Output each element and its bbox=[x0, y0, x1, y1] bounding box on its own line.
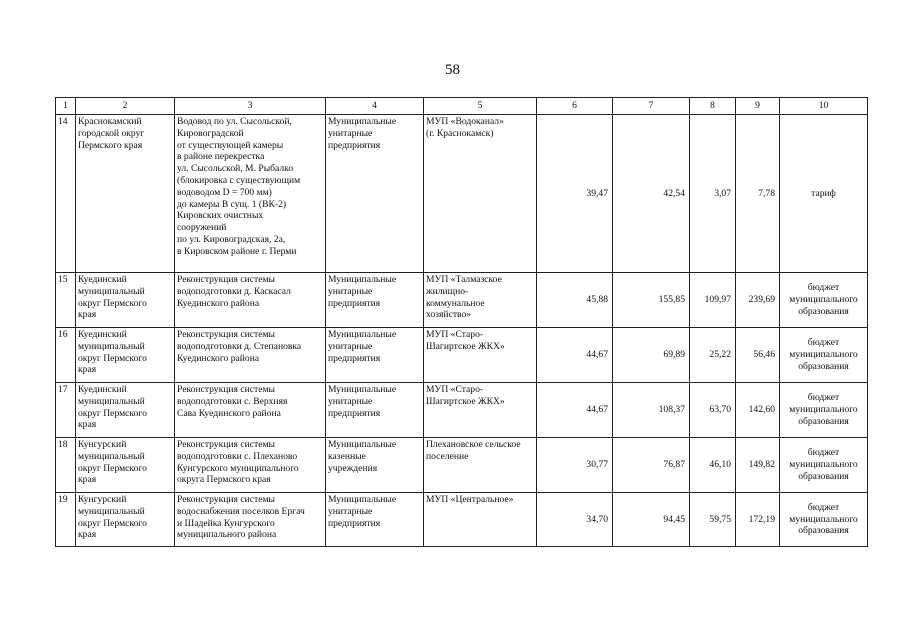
object-cell bbox=[175, 328, 326, 383]
page-number: 58 bbox=[445, 62, 460, 78]
organization-cell bbox=[424, 438, 537, 493]
org-type-cell-line: унитарные bbox=[328, 340, 373, 352]
org-type-cell-line: Муниципальные bbox=[328, 329, 397, 340]
district-cell-line: муниципальный bbox=[78, 340, 145, 352]
table-row bbox=[56, 438, 868, 493]
value-col6: 45,88 bbox=[537, 273, 613, 328]
value-col8: 109,97 bbox=[690, 273, 736, 328]
object-cell-line: Реконструкция системы bbox=[177, 274, 275, 285]
district-cell bbox=[76, 115, 175, 273]
org-type-cell bbox=[326, 493, 424, 547]
value-col9: 56,46 bbox=[736, 328, 780, 383]
column-header: 7 bbox=[613, 98, 690, 115]
district-cell-line: Кунгурский bbox=[78, 494, 127, 505]
district-cell-line: Краснокамский bbox=[78, 116, 142, 127]
funding-source-cell-line: муниципального bbox=[789, 294, 858, 306]
column-header: 6 bbox=[537, 98, 613, 115]
object-cell-line: (блокировка с существующим bbox=[177, 174, 301, 186]
object-cell-line: Кировоградской bbox=[177, 127, 244, 139]
value-col8: 63,70 bbox=[690, 383, 736, 438]
object-cell-line: ул. Сысольской, М. Рыбалко bbox=[177, 163, 294, 175]
organization-cell-line: МУП «Талмазское bbox=[426, 274, 502, 285]
org-type-cell bbox=[326, 115, 424, 273]
object-cell-line: Реконструкция системы bbox=[177, 329, 275, 340]
district-cell-line: края bbox=[78, 309, 97, 321]
investment-table bbox=[55, 97, 868, 547]
org-type-cell-line: предприятия bbox=[328, 407, 381, 419]
funding-source-cell-line: образования bbox=[798, 525, 849, 537]
header-row bbox=[56, 98, 868, 115]
object-cell-line: в районе перекрестка bbox=[177, 151, 265, 163]
district-cell-line: муниципальный bbox=[78, 395, 145, 407]
org-type-cell-line: унитарные bbox=[328, 505, 373, 517]
funding-source-cell-line: муниципального bbox=[789, 513, 858, 525]
object-cell-line: Куединского района bbox=[177, 297, 260, 309]
row-number: 18 bbox=[56, 438, 76, 493]
object-cell-line: водоподготовки с. Верхняя bbox=[177, 395, 288, 407]
organization-cell-line: МУП «Водоканал» bbox=[426, 116, 504, 127]
funding-source-cell-line: муниципального bbox=[789, 349, 858, 361]
object-cell-line: водоподготовки с. Плеханово bbox=[177, 450, 298, 462]
object-cell bbox=[175, 438, 326, 493]
table-row bbox=[56, 493, 868, 547]
organization-cell bbox=[424, 493, 537, 547]
funding-source-cell-line: бюджет bbox=[807, 501, 840, 513]
district-cell-line: муниципальный bbox=[78, 450, 145, 462]
district-cell-line: края bbox=[78, 364, 97, 376]
district-cell-line: Куединский bbox=[78, 384, 127, 395]
funding-source-cell bbox=[780, 115, 868, 273]
column-header: 9 bbox=[736, 98, 780, 115]
object-cell-line: и Шадейка Кунгурского bbox=[177, 517, 275, 529]
value-col8: 59,75 bbox=[690, 493, 736, 547]
object-cell-line: Куединского района bbox=[177, 352, 260, 364]
district-cell-line: Куединский bbox=[78, 329, 127, 340]
org-type-cell-line: предприятия bbox=[328, 517, 381, 529]
object-cell bbox=[175, 493, 326, 547]
row-number: 17 bbox=[56, 383, 76, 438]
row-number: 19 bbox=[56, 493, 76, 547]
object-cell-line: сооружений bbox=[177, 222, 227, 234]
funding-source-cell bbox=[780, 383, 868, 438]
funding-source-cell-line: бюджет bbox=[807, 337, 840, 349]
column-header: 10 bbox=[780, 98, 868, 115]
row-number: 15 bbox=[56, 273, 76, 328]
object-cell-line: в Кировском районе г. Перми bbox=[177, 245, 297, 257]
organization-cell-line: Плехановское сельское bbox=[426, 439, 521, 450]
value-col9: 239,69 bbox=[736, 273, 780, 328]
organization-cell-line: (г. Краснокамск) bbox=[426, 127, 494, 139]
org-type-cell bbox=[326, 438, 424, 493]
funding-source-cell-line: муниципального bbox=[789, 459, 858, 471]
funding-source-cell-line: тариф bbox=[811, 187, 836, 199]
value-col7: 94,45 bbox=[613, 493, 690, 547]
column-header: 4 bbox=[326, 98, 424, 115]
object-cell-line: Сава Куединского района bbox=[177, 407, 281, 419]
value-col6: 44,67 bbox=[537, 328, 613, 383]
organization-cell-line: коммунальное bbox=[426, 297, 485, 309]
row-number: 14 bbox=[56, 115, 76, 273]
organization-cell-line: МУП «Старо- bbox=[426, 329, 484, 340]
object-cell-line: Реконструкция системы bbox=[177, 439, 275, 450]
table-row bbox=[56, 383, 868, 438]
funding-source-cell-line: образования bbox=[798, 305, 849, 317]
district-cell bbox=[76, 383, 175, 438]
object-cell-line: от существующей камеры bbox=[177, 139, 284, 151]
object-cell bbox=[175, 383, 326, 438]
organization-cell-line: хозяйство» bbox=[426, 309, 472, 321]
object-cell-line: Реконструкция системы bbox=[177, 494, 275, 505]
org-type-cell bbox=[326, 383, 424, 438]
value-col6: 44,67 bbox=[537, 383, 613, 438]
org-type-cell-line: Муниципальные bbox=[328, 439, 397, 450]
org-type-cell-line: предприятия bbox=[328, 352, 381, 364]
organization-cell-line: Шагиртское ЖКХ» bbox=[426, 395, 505, 407]
org-type-cell bbox=[326, 328, 424, 383]
funding-source-cell bbox=[780, 438, 868, 493]
organization-cell bbox=[424, 383, 537, 438]
district-cell-line: округ Пермского bbox=[78, 407, 147, 419]
object-cell-line: водоснабжения поселков Ергач bbox=[177, 505, 305, 517]
value-col7: 155,85 bbox=[613, 273, 690, 328]
district-cell bbox=[76, 493, 175, 547]
org-type-cell-line: унитарные bbox=[328, 285, 373, 297]
funding-source-cell-line: муниципального bbox=[789, 404, 858, 416]
district-cell bbox=[76, 273, 175, 328]
object-cell-line: Кунгурского муниципального bbox=[177, 462, 299, 474]
column-header: 5 bbox=[424, 98, 537, 115]
object-cell-line: округа Пермского края bbox=[177, 474, 271, 486]
organization-cell-line: МУП «Центральное» bbox=[426, 494, 514, 505]
organization-cell-line: Шагиртское ЖКХ» bbox=[426, 340, 505, 352]
object-cell-line: Водовод по ул. Сысольской, bbox=[177, 116, 292, 127]
funding-source-cell-line: бюджет bbox=[807, 392, 840, 404]
value-col6: 34,70 bbox=[537, 493, 613, 547]
object-cell-line: до камеры В сущ. 1 (ВК-2) bbox=[177, 198, 287, 210]
org-type-cell-line: Муниципальные bbox=[328, 274, 397, 285]
funding-source-cell bbox=[780, 493, 868, 547]
object-cell-line: водоподготовки д. Степановка bbox=[177, 340, 302, 352]
organization-cell bbox=[424, 115, 537, 273]
district-cell-line: округ Пермского bbox=[78, 517, 147, 529]
org-type-cell-line: предприятия bbox=[328, 297, 381, 309]
district-cell bbox=[76, 438, 175, 493]
table-row bbox=[56, 328, 868, 383]
value-col9: 172,19 bbox=[736, 493, 780, 547]
object-cell-line: водоподготовки д. Каскасал bbox=[177, 285, 291, 297]
district-cell-line: края bbox=[78, 474, 97, 486]
column-header: 3 bbox=[175, 98, 326, 115]
district-cell-line: муниципальный bbox=[78, 505, 145, 517]
district-cell-line: округ Пермского bbox=[78, 462, 147, 474]
object-cell-line: муниципального района bbox=[177, 529, 277, 541]
column-header: 8 bbox=[690, 98, 736, 115]
district-cell-line: края bbox=[78, 419, 97, 431]
org-type-cell-line: казенные bbox=[328, 450, 366, 462]
org-type-cell-line: унитарные bbox=[328, 127, 373, 139]
district-cell-line: края bbox=[78, 529, 97, 541]
value-col7: 76,87 bbox=[613, 438, 690, 493]
value-col6: 39,47 bbox=[537, 115, 613, 273]
district-cell bbox=[76, 328, 175, 383]
object-cell-line: Реконструкция системы bbox=[177, 384, 275, 395]
org-type-cell-line: Муниципальные bbox=[328, 384, 397, 395]
object-cell-line: водоводом D = 700 мм) bbox=[177, 186, 272, 198]
funding-source-cell-line: образования bbox=[798, 360, 849, 372]
funding-source-cell-line: образования bbox=[798, 470, 849, 482]
district-cell-line: округ Пермского bbox=[78, 297, 147, 309]
object-cell-line: по ул. Кировоградская, 2а, bbox=[177, 233, 286, 245]
org-type-cell-line: унитарные bbox=[328, 395, 373, 407]
district-cell-line: округ Пермского bbox=[78, 352, 147, 364]
district-cell-line: городской округ bbox=[78, 127, 145, 139]
value-col8: 3,07 bbox=[690, 115, 736, 273]
org-type-cell-line: предприятия bbox=[328, 139, 381, 151]
value-col6: 30,77 bbox=[537, 438, 613, 493]
object-cell bbox=[175, 273, 326, 328]
district-cell-line: Куединский bbox=[78, 274, 127, 285]
district-cell-line: Пермского края bbox=[78, 139, 143, 151]
organization-cell-line: МУП «Старо- bbox=[426, 384, 484, 395]
org-type-cell-line: Муниципальные bbox=[328, 494, 397, 505]
funding-source-cell-line: бюджет bbox=[807, 447, 840, 459]
organization-cell-line: поселение bbox=[426, 450, 469, 462]
funding-source-cell-line: бюджет bbox=[807, 282, 840, 294]
org-type-cell-line: Муниципальные bbox=[328, 116, 397, 127]
value-col7: 42,54 bbox=[613, 115, 690, 273]
column-header: 1 bbox=[56, 98, 76, 115]
table-row bbox=[56, 273, 868, 328]
object-cell bbox=[175, 115, 326, 273]
value-col9: 149,82 bbox=[736, 438, 780, 493]
row-number: 16 bbox=[56, 328, 76, 383]
org-type-cell-line: учреждения bbox=[328, 462, 378, 474]
value-col8: 25,22 bbox=[690, 328, 736, 383]
funding-source-cell bbox=[780, 328, 868, 383]
organization-cell bbox=[424, 328, 537, 383]
org-type-cell bbox=[326, 273, 424, 328]
value-col7: 69,89 bbox=[613, 328, 690, 383]
object-cell-line: Кировских очистных bbox=[177, 210, 264, 222]
value-col9: 7,78 bbox=[736, 115, 780, 273]
value-col8: 46,10 bbox=[690, 438, 736, 493]
funding-source-cell bbox=[780, 273, 868, 328]
table-row bbox=[56, 115, 868, 273]
value-col7: 108,37 bbox=[613, 383, 690, 438]
column-header: 2 bbox=[76, 98, 175, 115]
value-col9: 142,60 bbox=[736, 383, 780, 438]
funding-source-cell-line: образования bbox=[798, 415, 849, 427]
district-cell-line: Кунгурский bbox=[78, 439, 127, 450]
organization-cell bbox=[424, 273, 537, 328]
organization-cell-line: жилищно- bbox=[426, 285, 469, 297]
district-cell-line: муниципальный bbox=[78, 285, 145, 297]
